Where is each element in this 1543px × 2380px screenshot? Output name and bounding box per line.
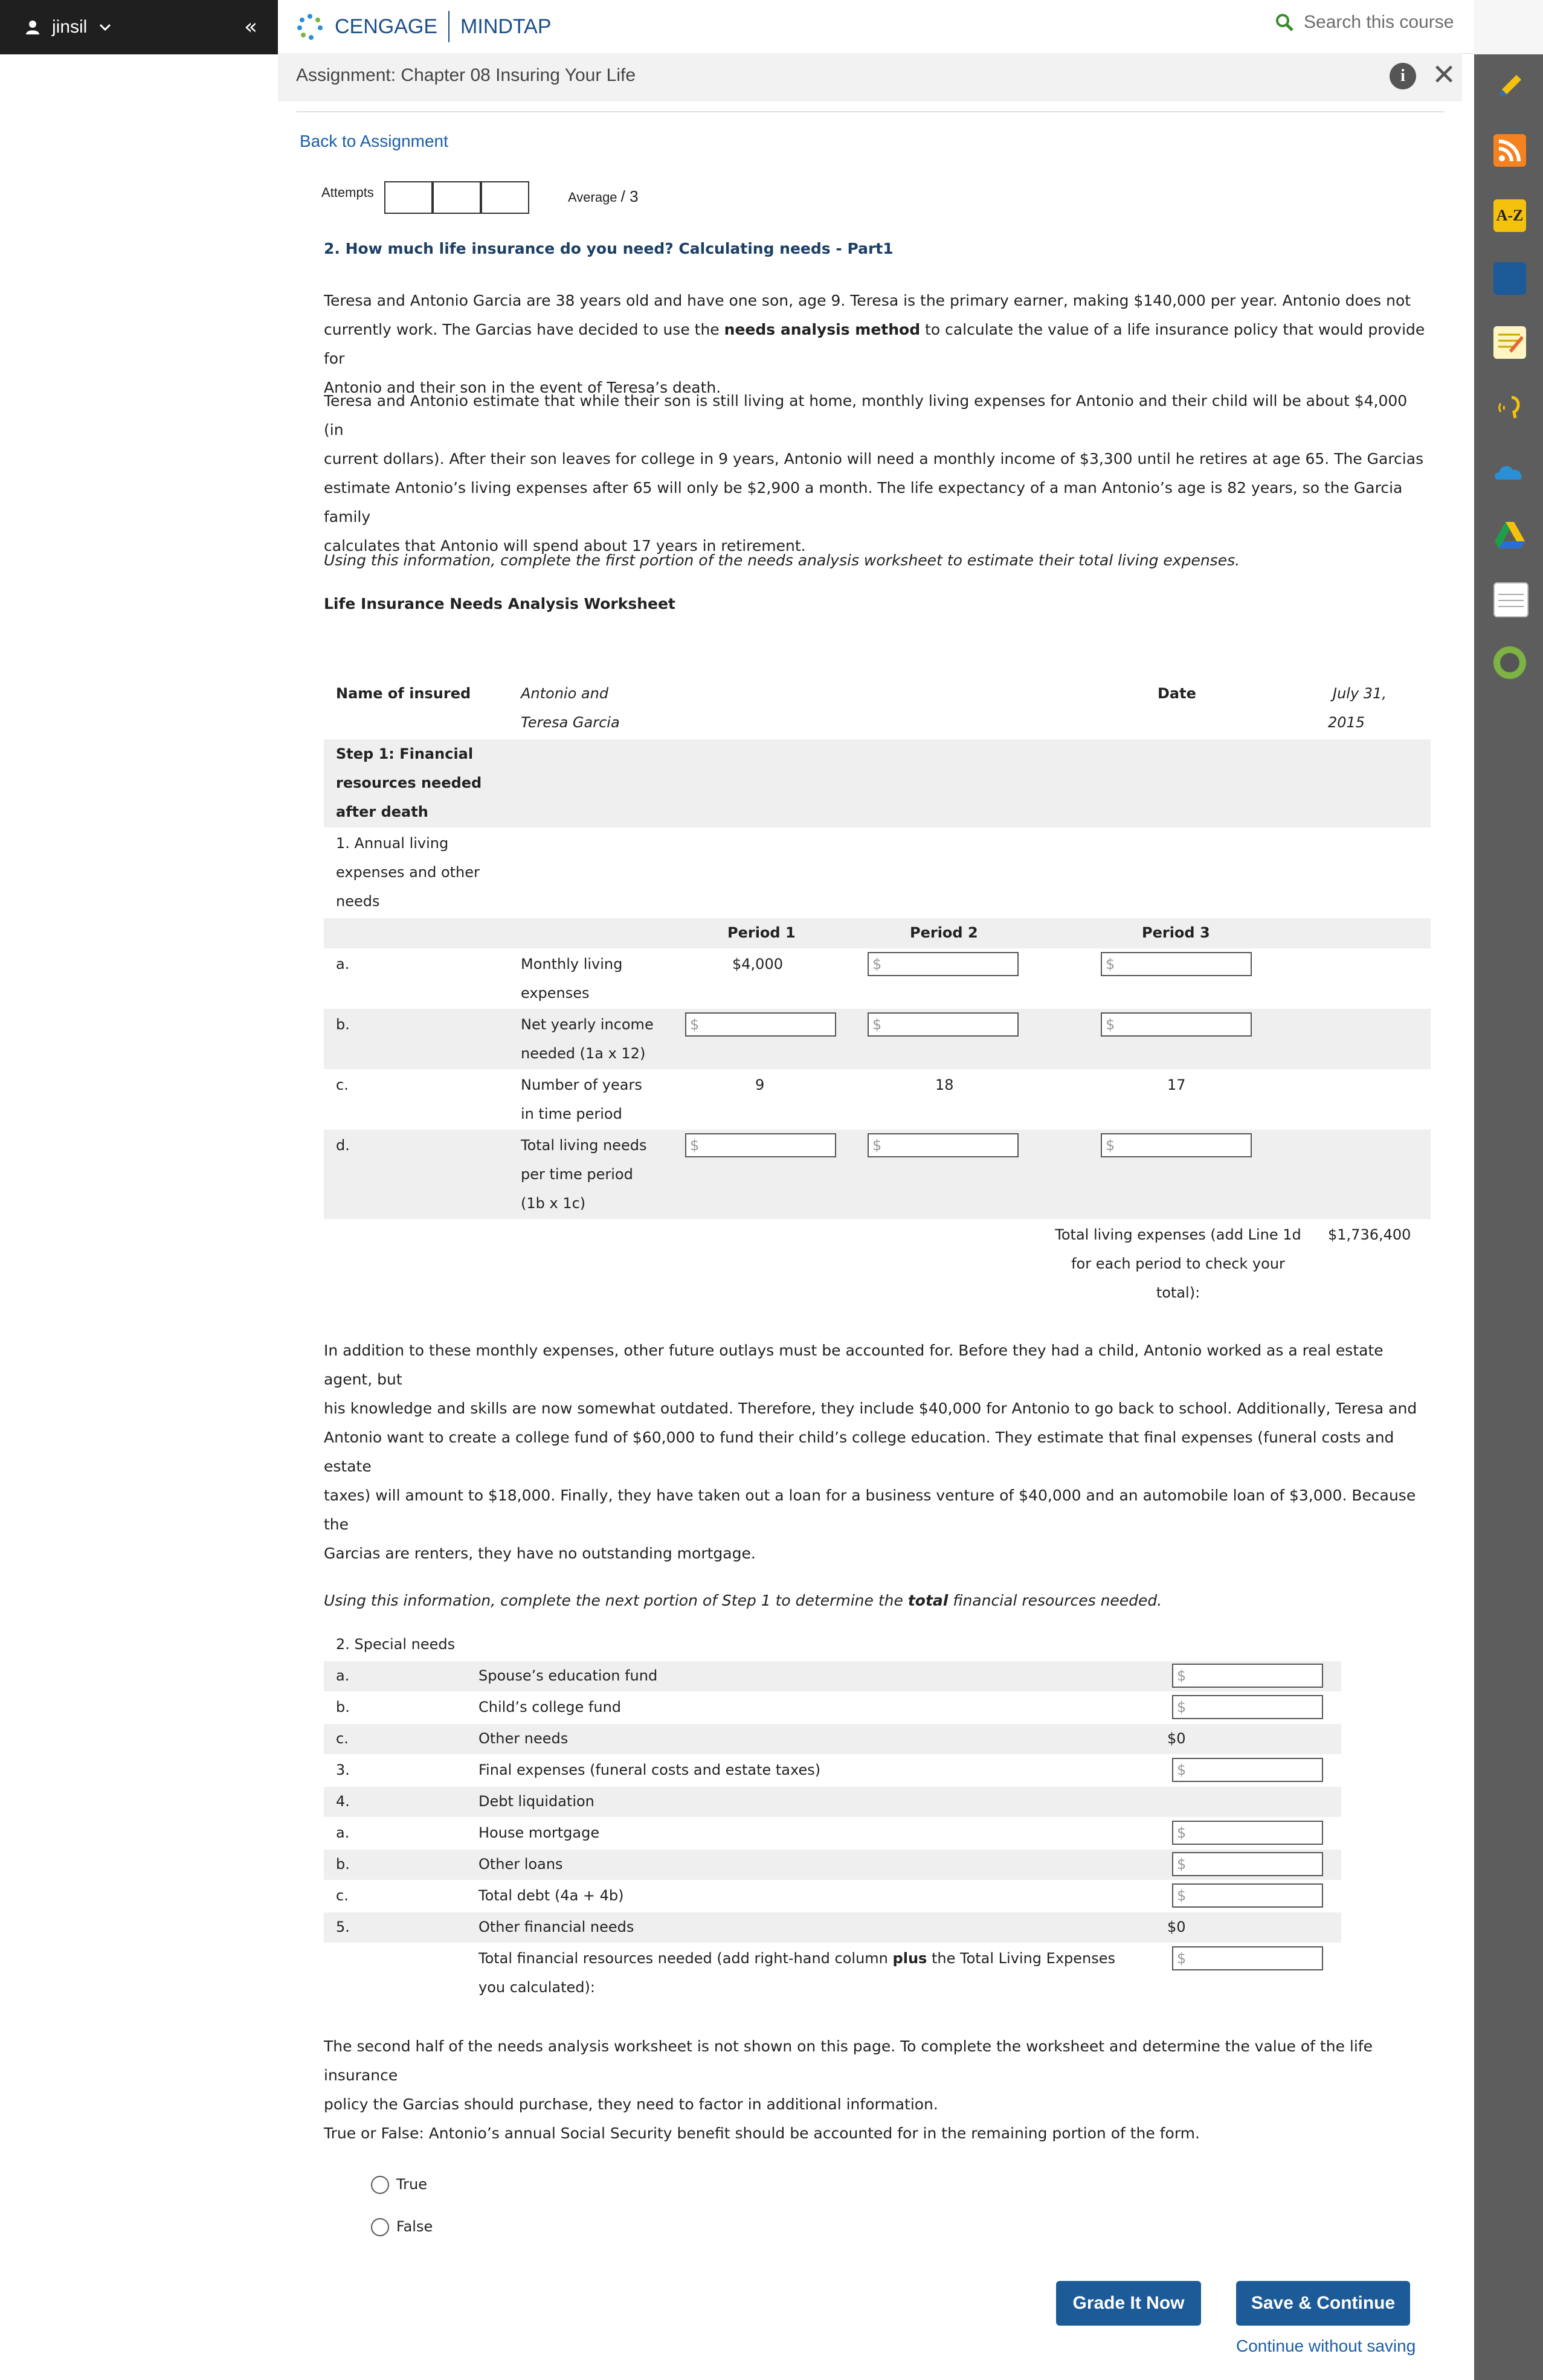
brand-divider: [448, 11, 449, 42]
false-label[interactable]: False: [396, 2218, 433, 2235]
row-d-letter: d.: [336, 1137, 350, 1154]
intro-line-2: currently work. The Garcias have decided to use the needs analysis method to calculate the value of a life insurance policy that would provide for: [324, 321, 1425, 367]
search-icon: [1275, 13, 1294, 32]
glossary-az-icon[interactable]: A-Z: [1493, 199, 1526, 232]
other-loans-input[interactable]: $: [1172, 1852, 1323, 1876]
special-row-8-num: c.: [336, 1887, 349, 1904]
cengage-logo-icon: [296, 13, 324, 40]
rss-icon[interactable]: [1493, 134, 1526, 167]
read-aloud-icon[interactable]: [1493, 391, 1526, 424]
total-needs-period-1-input[interactable]: $: [685, 1133, 836, 1157]
profile-circle-icon[interactable]: [1493, 646, 1526, 679]
total-financial-resources-input[interactable]: $: [1172, 1946, 1323, 1970]
back-to-assignment-link[interactable]: Back to Assignment: [300, 132, 448, 150]
user-bar: [0, 0, 278, 54]
child-college-fund-input[interactable]: $: [1172, 1695, 1323, 1719]
name-of-insured-label: Name of insured: [336, 685, 471, 702]
special-needs-header: 2. Special needs: [336, 1636, 456, 1653]
expenses-line-2: current dollars). After their son leaves for college in 9 years, Antonio will need a monthly income of $3,300 until he retires at age 65. The Garcias: [324, 450, 1424, 468]
row-d-label-1: Total living needs: [521, 1137, 647, 1154]
cloud-icon[interactable]: [1493, 455, 1526, 488]
intro-paragraph: [324, 286, 1429, 402]
collapse-sidebar-button[interactable]: «: [243, 14, 258, 39]
step1-line-2: resources needed: [336, 774, 482, 791]
total-financial-resources-label-2: you calculated):: [478, 1979, 595, 1996]
expenses-paragraph: [324, 387, 1429, 561]
course-search[interactable]: [1275, 12, 1454, 33]
annual-expenses-line-2: expenses and other: [336, 864, 480, 881]
row-c-label-1: Number of years: [521, 1076, 642, 1093]
row-b-letter: b.: [336, 1016, 350, 1033]
special-row-1-num: a.: [336, 1667, 350, 1684]
cengage-logo: [296, 11, 552, 42]
second-half-paragraph: [324, 2032, 1435, 2119]
date-line-2: 2015: [1328, 714, 1365, 731]
row-a-label-1: Monthly living: [521, 956, 623, 973]
row-b-label-2: needed (1a x 12): [521, 1045, 646, 1062]
special-row-4-num: 3.: [336, 1761, 350, 1778]
row-c-letter: c.: [336, 1076, 349, 1093]
row-a-label-2: expenses: [521, 985, 590, 1002]
insured-name-line-2: Teresa Garcia: [521, 714, 620, 731]
second-half-line-1: The second half of the needs analysis worksheet is not shown on this page. To complete the worksheet and determine the value of the life insurance: [324, 2037, 1373, 2084]
user-menu[interactable]: [24, 17, 112, 37]
attempts-label: Attempts: [321, 185, 374, 200]
close-icon[interactable]: ✕: [1432, 58, 1457, 92]
row-c-period-1-value: 9: [755, 1076, 765, 1093]
monthly-expenses-period-2-input[interactable]: $: [868, 952, 1019, 976]
step1-line-3: after death: [336, 803, 428, 820]
additional-outlays-paragraph: [324, 1336, 1435, 1568]
special-row-7-num: b.: [336, 1856, 350, 1873]
step1-line-1: Step 1: Financial: [336, 745, 474, 762]
expenses-line-1: Teresa and Antonio estimate that while their son is still living at home, monthly living expenses for Antonio and their child will be about $4,000 (in: [324, 392, 1408, 439]
special-row-4-label: Final expenses (funeral costs and estate taxes): [478, 1761, 821, 1778]
period-3-header: Period 3: [1142, 924, 1210, 941]
chevron-down-icon: [98, 20, 112, 34]
special-row-9-num: 5.: [336, 1918, 350, 1935]
total-living-expenses-label: [1039, 1220, 1317, 1307]
rail-top: [1474, 0, 1543, 54]
special-row-9-label: Other financial needs: [478, 1918, 634, 1935]
date-line-1: July 31,: [1333, 685, 1387, 702]
row-b-label-1: Net yearly income: [521, 1016, 654, 1033]
row-d-label-3: (1b x 1c): [521, 1195, 586, 1212]
special-row-7-label: Other loans: [478, 1856, 563, 1873]
total-financial-resources-label: Total financial resources needed (add right-hand column plus the Total Living Expenses: [478, 1950, 1115, 1967]
period-2-header: Period 2: [910, 924, 978, 941]
outlays-line-3: Antonio want to create a college fund of $60,000 to fund their child’s college education. They estimate that final expenses (funeral costs and estate: [324, 1429, 1394, 1475]
continue-without-saving-link[interactable]: Continue without saving: [1236, 2337, 1416, 2355]
step1-header-band: [324, 739, 1431, 828]
assignment-title: Assignment: Chapter 08 Insuring Your Life: [296, 65, 636, 85]
row-c-period-3-value: 17: [1167, 1076, 1186, 1093]
special-row-band-9: [324, 1912, 1341, 1943]
insured-name-line-1: Antonio and: [521, 685, 609, 702]
outlays-line-1: In addition to these monthly expenses, other future outlays must be accounted for. Before they had a child, Antonio worked as a real estate agent, but: [324, 1342, 1384, 1388]
book-icon[interactable]: [1493, 262, 1526, 295]
outlays-line-2: his knowledge and skills are now somewhat outdated. Therefore, they include $40,000 for Antonio to go back to school. Additionally, Teresa and: [324, 1400, 1417, 1417]
row-c-period-2-value: 18: [935, 1076, 954, 1093]
net-income-period-1-input[interactable]: $: [685, 1012, 836, 1037]
total-living-expenses-value: $1,736,400: [1328, 1226, 1411, 1243]
special-row-3-label: Other needs: [478, 1730, 569, 1747]
total-label-line-3: total):: [1156, 1284, 1200, 1301]
attempt-box-2: [433, 181, 481, 214]
net-income-period-3-input[interactable]: $: [1101, 1012, 1252, 1037]
search-input[interactable]: Search this course: [1304, 12, 1454, 32]
brand-mindtap: MINDTAP: [460, 14, 552, 38]
total-label-line-1: Total living expenses (add Line 1d: [1055, 1226, 1301, 1243]
flashcards-icon[interactable]: [1493, 582, 1529, 617]
special-row-1-label: Spouse’s education fund: [478, 1667, 658, 1684]
total-needs-period-3-input[interactable]: $: [1101, 1133, 1252, 1157]
average-display: [568, 187, 639, 206]
special-row-6-num: a.: [336, 1824, 350, 1841]
special-row-band-5: [324, 1787, 1341, 1817]
assignment-titlebar: [278, 53, 1462, 103]
instruction-2: Using this information, complete the next portion of Step 1 to determine the total financial resources needed.: [324, 1592, 1162, 1609]
special-row-5-num: 4.: [336, 1793, 350, 1810]
question-title: 2. How much life insurance do you need? Calculating needs - Part1: [324, 240, 894, 257]
special-row-3-num: c.: [336, 1730, 349, 1747]
user-name: jinsil: [52, 17, 88, 37]
intro-line-3: Antonio and their son in the event of Teresa’s death.: [324, 379, 721, 396]
row-c-label-2: in time period: [521, 1105, 622, 1122]
special-row-2-num: b.: [336, 1699, 350, 1716]
total-label-line-2: for each period to check your: [1071, 1255, 1285, 1272]
attempt-box-1: [384, 181, 433, 214]
info-icon[interactable]: i: [1390, 63, 1416, 89]
total-debt-input[interactable]: $: [1172, 1883, 1323, 1908]
average-label: Average: [568, 190, 617, 205]
false-radio[interactable]: [371, 2218, 389, 2236]
google-drive-icon[interactable]: [1493, 518, 1526, 551]
total-needs-period-2-input[interactable]: $: [868, 1133, 1019, 1157]
other-financial-needs-value: $0: [1167, 1918, 1186, 1935]
net-income-period-2-input[interactable]: $: [868, 1012, 1019, 1037]
row-a-period-1-value: $4,000: [732, 956, 783, 973]
expenses-line-3: estimate Antonio’s living expenses after 65 will only be $2,900 a month. The life expectancy of a man Antonio’s age is 82 years, so the Garcia family: [324, 479, 1403, 526]
true-label[interactable]: True: [396, 2176, 427, 2193]
monthly-expenses-period-3-input[interactable]: $: [1101, 952, 1252, 976]
true-radio[interactable]: [371, 2176, 389, 2194]
row-a-letter: a.: [336, 956, 350, 973]
outlays-line-5: Garcias are renters, they have no outstanding mortgage.: [324, 1545, 756, 1562]
attempt-box-3: [481, 181, 529, 214]
special-row-6-label: House mortgage: [478, 1824, 600, 1841]
special-row-band-3: [324, 1724, 1341, 1754]
special-row-5-label: Debt liquidation: [478, 1793, 594, 1810]
final-expenses-input[interactable]: $: [1172, 1758, 1323, 1782]
special-row-8-label: Total debt (4a + 4b): [478, 1887, 624, 1904]
intro-line-1: Teresa and Antonio Garcia are 38 years old and have one son, age 9. Teresa is the primary earner, making $140,000 per year. Antonio does not: [324, 292, 1411, 309]
annual-expenses-line-3: needs: [336, 893, 380, 910]
expenses-line-4: calculates that Antonio will spend about 17 years in retirement.: [324, 537, 806, 555]
average-value: / 3: [620, 187, 639, 205]
second-half-line-2: policy the Garcias should purchase, they need to factor in additional information.: [324, 2095, 938, 2113]
pencil-icon[interactable]: [1493, 70, 1526, 103]
other-needs-value: $0: [1167, 1730, 1186, 1747]
special-row-2-label: Child’s college fund: [478, 1699, 622, 1716]
true-false-question: True or False: Antonio’s annual Social Security benefit should be accounted for in the remaining portion of the form.: [324, 2124, 1200, 2142]
worksheet-title: Life Insurance Needs Analysis Worksheet: [324, 595, 675, 613]
save-and-continue-button[interactable]: Save & Continue: [1236, 2281, 1410, 2326]
spouse-education-fund-input[interactable]: $: [1172, 1664, 1323, 1688]
house-mortgage-input[interactable]: $: [1172, 1821, 1323, 1845]
grade-it-now-button[interactable]: Grade It Now: [1056, 2281, 1201, 2326]
period-header-band: [324, 918, 1431, 948]
annual-expenses-line-1: 1. Annual living: [336, 835, 449, 852]
notes-icon[interactable]: [1493, 326, 1526, 359]
period-1-header: Period 1: [727, 924, 796, 941]
header: [278, 0, 1474, 54]
instruction-1: Using this information, complete the first portion of the needs analysis worksheet to estimate their total living expenses.: [324, 552, 1240, 569]
brand-cengage: CENGAGE: [335, 14, 438, 38]
outlays-line-4: taxes) will amount to $18,000. Finally, they have taken out a loan for a business venture of $40,000 and an automobile loan of $3,000. Because the: [324, 1487, 1416, 1533]
date-label: Date: [1158, 685, 1196, 702]
row-d-label-2: per time period: [521, 1166, 633, 1183]
user-icon: [24, 19, 41, 36]
divider: [296, 111, 1444, 112]
